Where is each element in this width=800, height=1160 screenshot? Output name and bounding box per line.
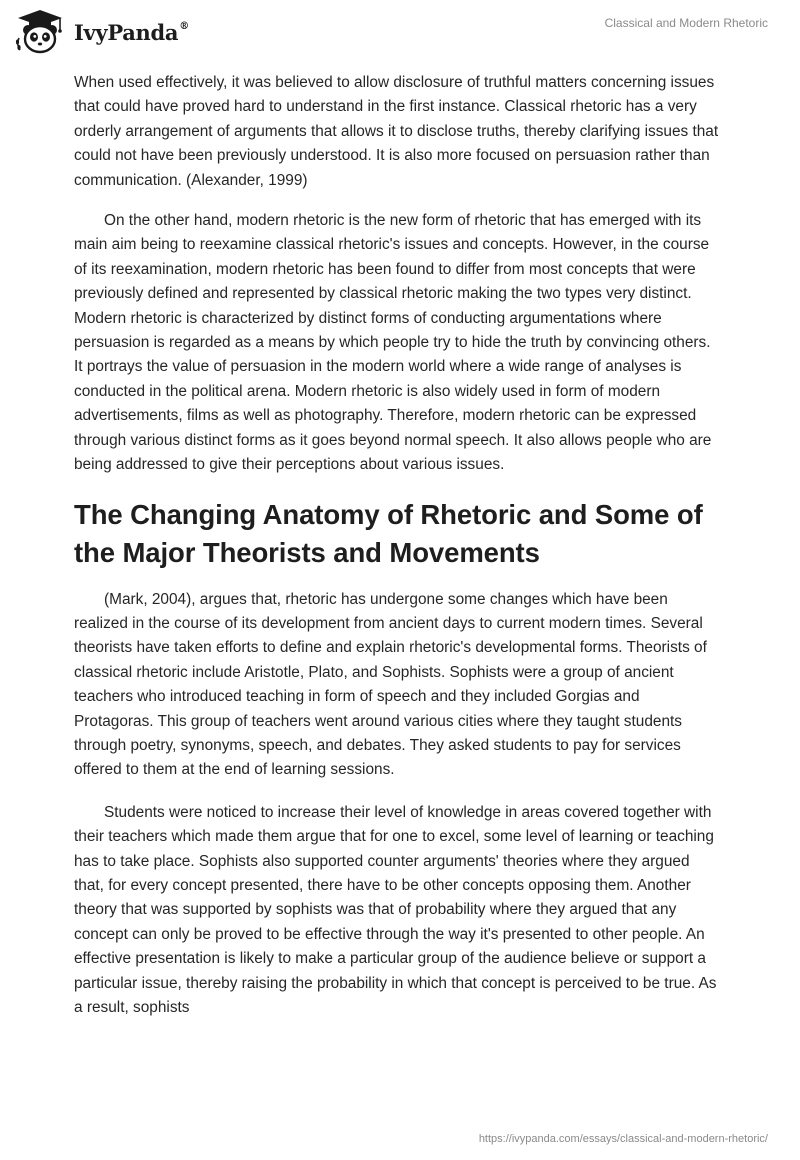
logo-wordmark: IvyPanda® — [74, 19, 189, 45]
document-title: Classical and Modern Rhetoric — [604, 16, 768, 30]
paragraph-4: Students were noticed to increase their level of knowledge in areas covered together with their teachers which made them argue that for one to excel, some level of learning or teaching has to take place. Sophists also supported counter arguments' theories where they argued that, for every concept presented, there have to be other concepts opposing them. Another theory that was supported by sophists was that of probability where they argued that any concept can only be proved to be effective through the way it's presented to other people. An effective presentation is likely to make a particular group of the audience believe or support a particular issue, thereby raising the probability in which that concept is perceived to be true. As a result, sophists — [74, 803, 717, 1016]
panda-graduate-icon — [14, 8, 68, 54]
site-logo[interactable] — [14, 8, 189, 54]
paragraph-3: (Mark, 2004), argues that, rhetoric has undergone some changes which have been realized in the course of its development from ancient days to current modern times. Several theorists have taken efforts to define and explain rhetoric's developmental forms. Theorists of classical rhetoric include Aristotle, Plato, and Sophists. Sophists were a group of ancient teachers who introduced teaching in form of speech and they included Gorgias and Protagoras. This group of teachers went around various cities where they taught students through poetry, synonyms, speech, and debates. They asked students to pay for services offered to them at the end of learning sessions. — [74, 590, 707, 779]
page-header — [0, 0, 800, 62]
paragraph-2: On the other hand, modern rhetoric is the new form of rhetoric that has emerged with its main aim being to reexamine classical rhetoric's issues and concepts. However, in the course of its reexamination, modern rhetoric has been found to differ from most concepts that were previously defined and represented by classical rhetoric making the two types very distinct. Modern rhetoric is characterized by distinct forms of conducting argumentations where persuasion is regarded as a means by which people try to hide the truth by convincing others. It portrays the value of persuasion in the modern world where a wide range of analyses is conducted in the political arena. Modern rhetoric is also widely used in form of modern advertisements, films as well as photography. Therefore, modern rhetoric can be expressed through various distinct forms as it goes beyond normal speech. It also allows people who are being addressed to give their perceptions about various issues. — [74, 212, 712, 474]
article-body — [74, 71, 722, 1038]
source-url[interactable]: https://ivypanda.com/essays/classical-and-modern-rhetoric/ — [478, 1133, 768, 1145]
paragraph-1: When used effectively, it was believed to allow disclosure of truthful matters concerning issues that could have proved hard to understand in the first instance. Classical rhetoric has a very orderly arrangement of arguments that allows it to disclose truths, thereby clarifying issues that could not have been previously understood. It is also more focused on persuasion rather than communication. (Alexander, 1999) — [74, 74, 719, 189]
section-heading: The Changing Anatomy of Rhetoric and Some of the Major Theorists and Movements — [74, 498, 703, 568]
